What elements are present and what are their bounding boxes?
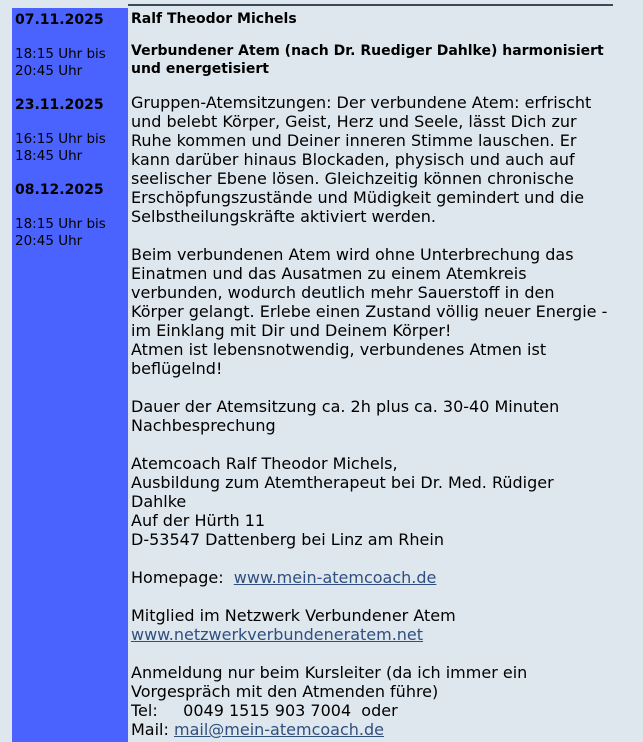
text-line: Beim verbundenen Atem wird ohne Unterbrechung das (131, 245, 574, 264)
text-line: beflügelnd! (131, 359, 223, 378)
date-column (12, 8, 128, 742)
paragraph-duration (131, 397, 621, 435)
event-time-start: 18:15 Uhr bis (15, 46, 106, 62)
paragraph-address (131, 454, 621, 549)
paragraph-description (131, 245, 621, 378)
paragraph-intro (131, 93, 621, 226)
event-time-end: 18:45 Uhr (15, 148, 83, 164)
text-line: Ruhe kommen und Deiner inneren Stimme lauschen. Er (131, 131, 577, 150)
date-entry-3 (15, 182, 106, 250)
event-description (131, 10, 621, 739)
text-line: Erschöpfungszustände und Müdigkeit gemindert und die (131, 188, 585, 207)
event-time-start: 16:15 Uhr bis (15, 131, 106, 147)
event-title-line: Verbundener Atem (nach Dr. Ruediger Dahlke) harmonisiert (131, 43, 604, 59)
text-line: Dauer der Atemsitzung ca. 2h plus ca. 30-40 Minuten (131, 397, 560, 416)
text-line: Vorgespräch mit den Atmenden führe) (131, 682, 439, 701)
mail-row (131, 720, 621, 739)
event-host: Ralf Theodor Michels (131, 11, 297, 27)
homepage-row (131, 568, 621, 587)
text-line: im Einklang mit Dir und Deinem Körper! (131, 321, 452, 340)
text-line: und belebt Körper, Geist, Herz und Seele, lässt Dich zur (131, 112, 577, 131)
text-line: Einatmen und das Ausatmen zu einem Atemkreis (131, 264, 527, 283)
date-entry-2 (15, 97, 106, 165)
date-entry-1 (15, 12, 106, 80)
homepage-link[interactable]: www.mein-atemcoach.de (233, 568, 437, 587)
network-text: Mitglied im Netzwerk Verbundener Atem (131, 606, 456, 625)
phone-line: Tel: 0049 1515 903 7004 oder (131, 701, 398, 720)
top-divider (128, 4, 613, 6)
text-line: Nachbesprechung (131, 416, 276, 435)
text-line: Gruppen-Atemsitzungen: Der verbundene Atem: erfrischt (131, 93, 592, 112)
text-line: kann darüber hinaus Blockaden, physisch und auch auf (131, 150, 575, 169)
text-line: Dahlke (131, 492, 187, 511)
network-row (131, 606, 621, 644)
paragraph-registration (131, 663, 621, 739)
text-line: Auf der Hürth 11 (131, 511, 266, 530)
event-time-start: 18:15 Uhr bis (15, 216, 106, 232)
text-line: verbunden, wodurch deutlich mehr Sauerstoff in den (131, 283, 555, 302)
mail-link[interactable]: mail@mein-atemcoach.de (173, 720, 384, 739)
event-title (131, 42, 621, 78)
event-time-end: 20:45 Uhr (15, 233, 83, 249)
text-line: D-53547 Dattenberg bei Linz am Rhein (131, 530, 444, 549)
text-line: Selbstheilungskräfte aktiviert werden. (131, 207, 436, 226)
event-title-line: und energetisiert (131, 61, 269, 77)
mail-label: Mail: (131, 720, 174, 739)
homepage-label: Homepage: (131, 568, 224, 587)
text-line: Atmen ist lebensnotwendig, verbundenes Atmen ist (131, 340, 547, 359)
network-link[interactable]: www.netzwerkverbundeneratem.net (131, 625, 424, 644)
text-line: seelischer Ebene lösen. Gleichzeitig können chronische (131, 169, 574, 188)
text-line: Atemcoach Ralf Theodor Michels, (131, 454, 398, 473)
text-line: Ausbildung zum Atemtherapeut bei Dr. Med. Rüdiger (131, 473, 554, 492)
event-date: 08.12.2025 (15, 182, 104, 198)
text-line: Anmeldung nur beim Kursleiter (da ich immer ein (131, 663, 528, 682)
event-date: 23.11.2025 (15, 97, 104, 113)
event-time-end: 20:45 Uhr (15, 63, 83, 79)
text-line: Körper gelangt. Erlebe einen Zustand völlig neuer Energie - (131, 302, 608, 321)
event-date: 07.11.2025 (15, 12, 104, 28)
